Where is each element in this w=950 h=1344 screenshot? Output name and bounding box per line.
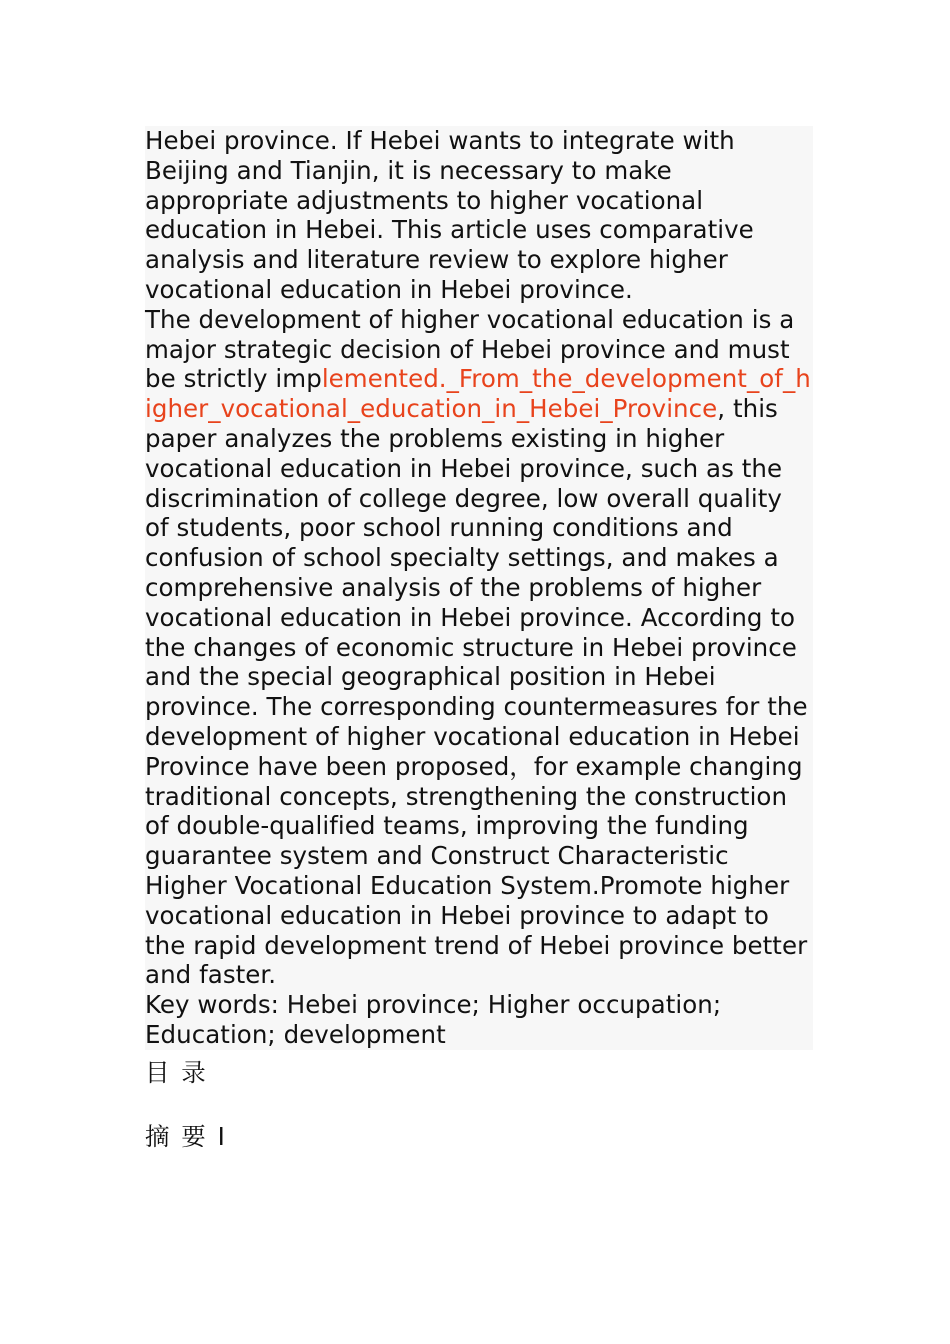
- keywords-line: Key words: Hebei province; Higher occupation; Education; development: [145, 990, 813, 1050]
- abstract-paragraph-2: [145, 305, 813, 990]
- paragraph-2-suffix: , this paper analyzes the problems existing in higher vocational education in Hebei province, such as the discrimination of college degree, low overall quality of students, poor school running conditions and confusion of school specialty settings, and makes a comprehensive analysis of the problems of higher vocational education in Hebei province. According to the changes of economic structure in Hebei province and the special geographical position in Hebei province. The corresponding countermeasures for the development of higher vocational education in Hebei Province have been proposed，for example changing traditional concepts, strengthening the construction of double-qualified teams, improving the funding guarantee system and Construct Characteristic Higher Vocational Education System.Promote higher vocational education in Hebei province to adapt to the rapid development trend of Hebei province better and faster.: [145, 394, 808, 990]
- paragraph-2-prefix: The development of higher vocational education is a major strategic decision of Hebei province and must be strictly imp: [145, 304, 795, 394]
- abstract-paragraph-1: Hebei province. If Hebei wants to integrate with Beijing and Tianjin, it is necessary to make appropriate adjustments to higher vocational education in Hebei. This article uses comparative analysis and literature review to explore higher vocational education in Hebei province.: [145, 126, 813, 305]
- toc-entry-abstract[interactable]: 摘 要 I: [145, 1121, 227, 1151]
- highlighted-hyperlink-text[interactable]: lemented._From_the_development_of_higher_vocational_education_in_Hebei_Province: [145, 364, 811, 424]
- toc-title: 目 录: [145, 1057, 208, 1087]
- document-page: [145, 126, 813, 1152]
